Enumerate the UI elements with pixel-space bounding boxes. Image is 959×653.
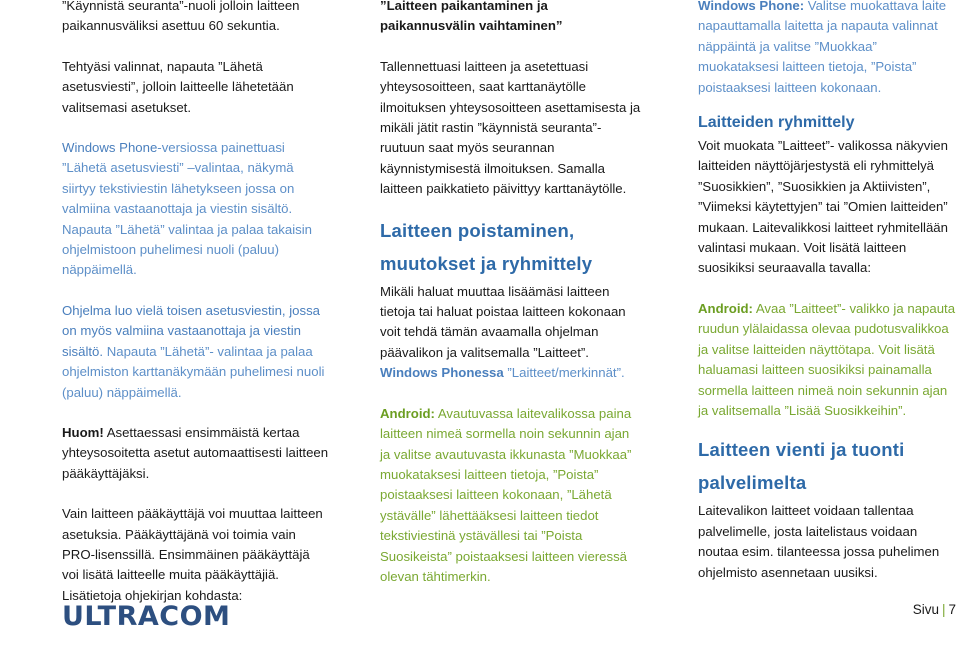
android-label: Android: [380, 405, 435, 421]
windows-phone-label-2: Windows Phone: [698, 0, 805, 13]
column-middle [380, 0, 642, 587]
page-label: Sivu [912, 602, 939, 617]
android-text: Avautuvassa laitevalikossa paina laitteen nimeä sormella noin sekunnin ajan ja valitse avautuvasta ikkunasta ”Muokkaa” muokataksesi laitteen tietoja, ”Poista” poistaaksesi laitteen kokonaan, ”Lähetä ystävälle” lähettääksesi laitteen tiedot tekstiviestinä ystävällesi tai ”Poista Suosikeista” poistaaksesi laitteen vieressä olevan tähtimerkin. [380, 405, 632, 584]
windows-phonessa-label: Windows Phonessa [380, 365, 504, 381]
paragraph-muutokset [380, 282, 642, 384]
muutokset-text: Mikäli haluat muuttaa lisäämäsi laitteen tietoja tai haluat poistaa laitteen kokonaan voit tehdä tämän avaamalla ohjelman päävalikon ja valitsemalla ”Laitteet”. [380, 283, 626, 360]
paragraph-reference: ”Laitteen paikantaminen ja paikannusvälin vaihtaminen” [380, 0, 563, 34]
huom-text: Asettaessasi ensimmäistä kertaa yhteysosoitetta asetut automaattisesti laitteen pääkäyttäjäksi. [62, 424, 329, 481]
windows-phonessa-text: ”Laitteet/merkinnät”. [503, 365, 625, 381]
paragraph-toinen-asetusviesti [62, 301, 330, 403]
android-text-2: Avaa ”Laitteet”- valikko ja napauta ruudun ylälaidassa olevaa pudotusvalikkoa ja valitse laitteiden näyttötapa. [698, 300, 956, 357]
page-separator: | [941, 602, 946, 617]
android-text-3: Voit lisätä haluamasi laitteen suosikiksi painamalla sormella laitteen nimeä noin sekunnin ajan ja valitsemalla ”Lisää Suosikkeihin”. [698, 341, 948, 418]
ultracom-logo: ULTRACOM [62, 601, 231, 632]
paragraph-vienti: Laitevalikon laitteet voidaan tallentaa palvelimelle, josta laitelistaus voidaan noutaa esim. tilanteessa jossa puhelimen ohjelmisto asennetaan uusiksi. [698, 503, 940, 580]
paragraph-android-laitevalikko [380, 404, 642, 588]
android-label-2: Android: [698, 300, 753, 316]
paragraph-lahetys: Tehtyäsi valinnat, napauta ”Lähetä asetusviesti”, jolloin laitteelle lähetetään valitsemasi asetukset. [62, 58, 294, 115]
huom-label: Huom! [62, 424, 104, 440]
heading-poistaminen: Laitteen poistaminen, muutokset ja ryhmittely [380, 219, 593, 274]
paragraph-seuranta: ”Käynnistä seuranta”-nuoli jolloin laitteen paikannusväliksi asettuu 60 sekuntia. [62, 0, 300, 34]
page-number-value: 7 [948, 602, 956, 617]
paragraph-windows-phone [62, 138, 330, 281]
toinen-viesti-text: Ohjelma luo vielä toisen asetusviestin, jossa on myös valmiina vastaanottaja ja viestin sisältö. [62, 302, 321, 359]
paragraph-paakayttaja: Vain laitteen pääkäyttäjä voi muuttaa laitteen asetuksia. Pääkäyttäjänä voi toimia vain PRO-lisenssillä. Ensimmäinen pääkäyttäjä voi lisätä laitteelle muita pääkäyttäjiä. Lisätietoja ohjekirjan kohdasta: [62, 506, 323, 603]
paragraph-ryhmittely: Voit muokata ”Laitteet”- valikossa näkyvien laitteiden näyttöjärjestystä eli ryhmittelyä ”Suosikkien”, ”Suosikkien ja Aktiivisten”, ”Viimeksi käytettyjen” tai ”Omien laitteiden” mukaan. Laitevalikkosi laitteet ryhmitellään valintasi mukaan. Voit lisätä laitteen suosikiksi seuraavalla tavalla: [698, 138, 948, 276]
column-left [62, 0, 330, 606]
paragraph-tallennus: Tallennettuasi laitteen ja asetettuasi yhteysosoitteen, saat karttanäytölle ilmoituksen yhteysosoitteen asettamisesta ja mikäli jätit rastin ”käynnistä seuranta”-ruutuun saat myös seurannan käynnistymisestä ilmoituksen. Samalla laitteen paikkatieto päivittyy karttanäytölle. [380, 58, 641, 197]
paragraph-windows-phone-muokkaus [698, 0, 956, 98]
windows-phone-text: -versiossa painettuasi ”Lähetä asetusviesti” –valintaa, näkymä siirtyy tekstiviestin lähetykseen jossa on valmiina vastaanottaja ja viestin sisältö. Napauta ”Lähetä” valintaa ja palaa takaisin ohjelmistoon puhelimesi nuoli (paluu) näppäimellä. [62, 140, 312, 278]
windows-phone-label: Windows Phone [62, 140, 158, 156]
paragraph-android-suosikit [698, 299, 956, 421]
windows-phone-text-2: Valitse muokattava laite napauttamalla laitetta ja napauta valinnat näppäintä ja valitse ”Muokkaa” muokataksesi laitteen tietoja, ”Poista” poistaaksesi laitteen kokonaan. [698, 0, 947, 95]
page-number [913, 602, 956, 617]
paragraph-huom [62, 423, 330, 484]
toinen-viesti-text-2: Napauta ”Lähetä”- valintaa ja palaa ohjelmiston karttanäkymään puhelimesi nuoli (paluu) näppäimellä. [62, 343, 325, 400]
heading-ryhmittely: Laitteiden ryhmittely [698, 114, 855, 132]
column-right [698, 0, 956, 583]
heading-vienti-tuonti: Laitteen vienti ja tuonti palvelimelta [698, 439, 905, 494]
